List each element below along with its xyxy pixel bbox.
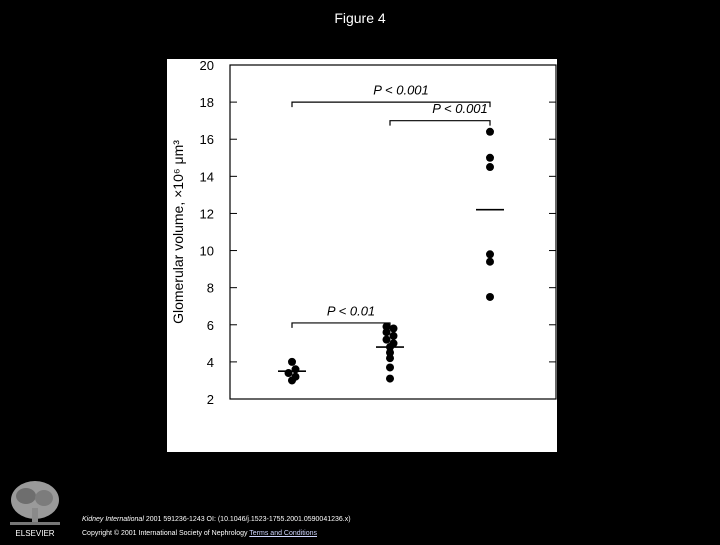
mean-lines xyxy=(278,210,504,371)
x-label: Primary xyxy=(365,408,415,424)
p-value-label: P < 0.001 xyxy=(373,82,429,98)
y-ticks xyxy=(200,59,556,407)
data-point xyxy=(390,324,398,332)
p-value-label: P < 0.001 xyxy=(432,101,488,117)
x-labels xyxy=(232,408,524,452)
n-label: N = 5 xyxy=(262,424,296,440)
copyright xyxy=(82,530,317,537)
citation xyxy=(82,516,351,523)
data-point xyxy=(390,339,398,347)
y-tick-label: 12 xyxy=(199,206,214,222)
significance-bracket xyxy=(390,121,490,126)
data-point xyxy=(285,369,293,377)
y-tick-label: 20 xyxy=(199,59,214,73)
terms-link[interactable]: Terms and Conditions xyxy=(249,530,317,537)
data-point xyxy=(486,293,494,301)
x-label: A3243G-FSGS xyxy=(231,408,327,424)
data-point xyxy=(288,358,296,366)
data-points xyxy=(285,128,495,385)
x-label: FSGS xyxy=(370,424,410,440)
chart-panel xyxy=(167,59,557,452)
glomerular-volume-chart xyxy=(167,59,557,452)
data-point xyxy=(486,154,494,162)
n-label: N = 11 xyxy=(369,439,411,452)
data-point xyxy=(486,250,494,258)
y-axis-label: Glomerular volume, ×10⁶ μm³ xyxy=(170,140,186,324)
data-point xyxy=(292,365,300,373)
slide-title: Figure 4 xyxy=(334,10,386,26)
data-point xyxy=(383,336,391,344)
y-tick-label: 6 xyxy=(206,317,214,333)
significance-bracket xyxy=(292,323,390,328)
p-value-label: P < 0.01 xyxy=(326,303,376,319)
elsevier-logo xyxy=(4,478,66,540)
data-point xyxy=(390,332,398,340)
y-tick-label: 8 xyxy=(206,280,214,296)
y-tick-label: 10 xyxy=(199,243,214,259)
data-point xyxy=(486,258,494,266)
y-tick-label: 2 xyxy=(206,392,214,407)
elsevier-tree-icon xyxy=(4,478,66,540)
y-tick-label: 18 xyxy=(199,95,214,111)
data-point xyxy=(486,163,494,171)
publisher-name: ELSEVIER xyxy=(15,529,55,538)
journal-name: Kidney International xyxy=(82,516,144,523)
data-point xyxy=(486,128,494,136)
y-tick-label: 16 xyxy=(199,132,214,148)
copyright-text: Copyright © 2001 International Society of Nephrology xyxy=(82,530,250,537)
y-tick-label: 4 xyxy=(206,354,214,370)
x-label: Secondary xyxy=(456,408,524,424)
x-label: FSGS xyxy=(470,424,510,440)
y-tick-label: 14 xyxy=(199,169,214,185)
significance-brackets xyxy=(292,83,490,328)
data-point xyxy=(292,373,300,381)
data-point xyxy=(386,363,394,371)
data-point xyxy=(386,375,394,383)
citation-text: 2001 591236-1243 OI: (10.1046/j.1523-1755.2001.0590041236.x) xyxy=(143,516,351,523)
data-point xyxy=(383,323,391,331)
n-label: N = 6 xyxy=(473,439,507,452)
